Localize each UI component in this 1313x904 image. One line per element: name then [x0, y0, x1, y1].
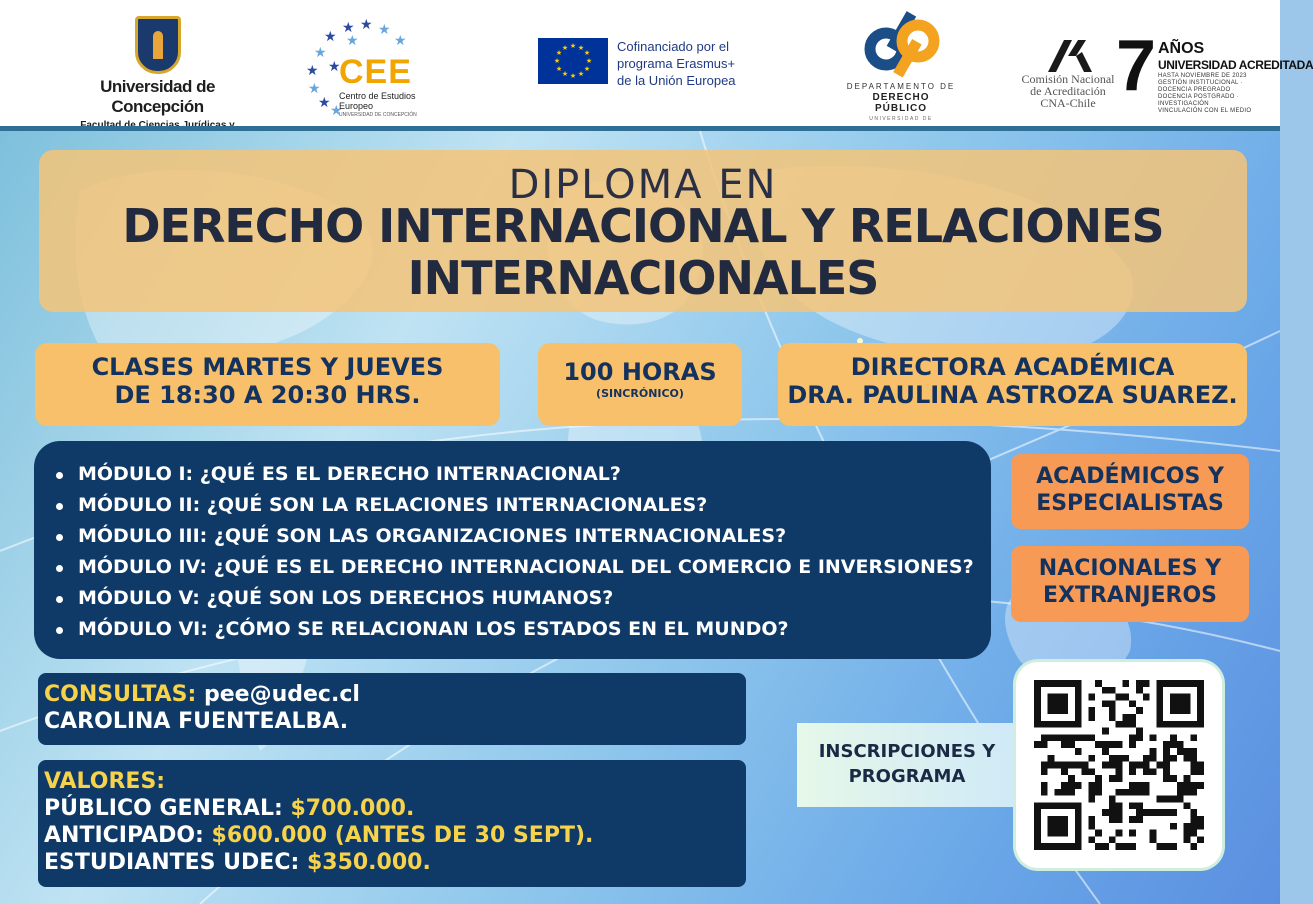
- cna-years: 7: [1116, 26, 1157, 106]
- title-prefix: DIPLOMA EN: [508, 162, 778, 208]
- cna-logo: [1018, 26, 1313, 116]
- star-icon: ★: [306, 62, 319, 78]
- eu-text-line2: programa Erasmus+: [617, 56, 736, 71]
- academics-tag: [1011, 454, 1249, 529]
- ddp-logo: [845, 5, 957, 122]
- nationals-tag: [1011, 546, 1249, 622]
- star-icon: ★: [378, 21, 391, 37]
- star-icon: ★: [346, 32, 359, 48]
- director-title: DIRECTORA ACADÉMICA: [850, 353, 1175, 381]
- modules-list: [72, 459, 991, 645]
- cna-areas1: GESTIÓN INSTITUCIONAL · DOCENCIA PREGRADO: [1158, 80, 1243, 93]
- cna-line1: Comisión Nacional: [1021, 72, 1115, 86]
- schedule-days: CLASES MARTES Y JUEVES: [91, 353, 444, 381]
- list-item: MÓDULO I: ¿QUÉ ES EL DERECHO INTERNACIONAL?: [72, 459, 991, 490]
- price-early-label: ANTICIPADO:: [44, 823, 204, 848]
- nationals-tag-line1: NACIONALES Y: [1038, 556, 1222, 581]
- cna-accredited: UNIVERSIDAD ACREDITADA: [1158, 58, 1313, 72]
- director-name: DRA. PAULINA ASTROZA SUAREZ.: [787, 381, 1238, 409]
- price-early-value: $600.000 (ANTES DE 30 SEPT).: [211, 823, 594, 848]
- svg-text:★: ★: [561, 70, 569, 78]
- svg-text:★: ★: [555, 65, 563, 73]
- eu-flag-icon: [538, 38, 608, 84]
- udec-name: Universidad de Concepción: [100, 77, 215, 116]
- qr-code-icon: [1034, 680, 1204, 850]
- title-banner: [39, 150, 1247, 312]
- registration-label: [797, 723, 1017, 807]
- star-icon: ★: [318, 94, 331, 110]
- header-bar: [0, 0, 1313, 126]
- star-icon: ★: [324, 28, 337, 44]
- svg-text:★: ★: [583, 65, 591, 73]
- contact-name: CAROLINA FUENTEALBA.: [44, 709, 349, 734]
- ddp-line1: DEPARTAMENTO DE: [846, 82, 956, 91]
- price-students-value: $350.000.: [306, 850, 431, 875]
- cee-logo: [302, 15, 432, 118]
- registration-line1: INSCRIPCIONES Y: [818, 741, 996, 762]
- svg-text:★: ★: [553, 57, 561, 65]
- star-icon: ★: [360, 16, 373, 32]
- eu-text-line1: Cofinanciado por el: [617, 39, 730, 54]
- price-students-label: ESTUDIANTES UDEC:: [44, 850, 300, 875]
- director-box: [778, 343, 1247, 426]
- list-item: MÓDULO II: ¿QUÉ SON LA RELACIONES INTERNACIONALES?: [72, 490, 991, 521]
- star-icon: ★: [330, 102, 343, 118]
- udec-shield-icon: [135, 16, 181, 74]
- price-general-value: $700.000.: [290, 796, 415, 821]
- cna-areas2: DOCENCIA POSTGRADO · INVESTIGACIÓN: [1158, 94, 1240, 107]
- star-icon: ★: [308, 80, 321, 96]
- ddp-line2: DERECHO PÚBLICO: [872, 92, 930, 114]
- star-icon: ★: [328, 58, 341, 74]
- academics-tag-line2: ESPECIALISTAS: [1036, 491, 1224, 516]
- svg-text:★: ★: [577, 44, 585, 52]
- svg-text:★: ★: [577, 70, 585, 78]
- contact-label: CONSULTAS:: [44, 682, 197, 707]
- cna-line2: de Acreditación: [1030, 84, 1106, 98]
- academics-tag-line1: ACADÉMICOS Y: [1036, 464, 1224, 489]
- star-icon: ★: [394, 32, 407, 48]
- eu-erasmus-logo: [538, 38, 768, 88]
- cee-name: Centro de Estudios Europeo: [339, 91, 416, 111]
- svg-text:★: ★: [555, 49, 563, 57]
- hours-mode: (SINCRÓNICO): [596, 387, 684, 400]
- list-item: MÓDULO IV: ¿QUÉ ES EL DERECHO INTERNACIONAL DEL COMERCIO E INVERSIONES?: [72, 552, 991, 583]
- cna-until: HASTA NOVIEMBRE DE 2023: [1158, 73, 1247, 79]
- registration-qr-code[interactable]: [1016, 662, 1222, 868]
- list-item: MÓDULO V: ¿QUÉ SON LOS DERECHOS HUMANOS?: [72, 583, 991, 614]
- schedule-time: DE 18:30 A 20:30 HRS.: [114, 381, 421, 409]
- eu-text-line3: de la Unión Europea: [617, 73, 736, 88]
- prices-label: VALORES:: [44, 769, 166, 794]
- ddp-mark-icon: [856, 5, 946, 81]
- star-icon: ★: [342, 19, 355, 35]
- svg-text:★: ★: [569, 72, 577, 80]
- schedule-box: [35, 343, 500, 426]
- svg-text:★: ★: [561, 44, 569, 52]
- hours-count: 100 HORAS: [563, 358, 717, 386]
- svg-text:★: ★: [569, 42, 577, 50]
- cna-mark-icon: [1042, 36, 1102, 76]
- svg-text:★: ★: [583, 49, 591, 57]
- ddp-line3: UNIVERSIDAD DE: [869, 116, 933, 122]
- modules-panel: [34, 441, 991, 659]
- title-line1: DERECHO INTERNACIONAL Y RELACIONES: [122, 199, 1164, 253]
- svg-text:★: ★: [585, 57, 593, 65]
- nationals-tag-line2: EXTRANJEROS: [1042, 583, 1218, 608]
- cee-acronym: CEE: [339, 53, 412, 91]
- list-item: MÓDULO VI: ¿CÓMO SE RELACIONAN LOS ESTADOS EN EL MUNDO?: [72, 614, 991, 645]
- hours-box: [538, 343, 742, 426]
- udec-logo: [60, 16, 255, 116]
- cna-line3: CNA-Chile: [1040, 96, 1096, 110]
- cna-areas3: VINCULACIÓN CON EL MEDIO: [1158, 108, 1252, 114]
- contact-email-link[interactable]: pee@udec.cl: [204, 682, 360, 707]
- star-icon: ★: [314, 44, 327, 60]
- list-item: MÓDULO III: ¿QUÉ SON LAS ORGANIZACIONES INTERNACIONALES?: [72, 521, 991, 552]
- title-line2: INTERNACIONALES: [407, 251, 879, 305]
- cna-anos: AÑOS: [1158, 40, 1205, 57]
- page-title: [39, 200, 1247, 304]
- price-general-label: PÚBLICO GENERAL:: [44, 796, 283, 821]
- contact-box: [38, 673, 746, 745]
- registration-line2: PROGRAMA: [848, 766, 966, 787]
- prices-box: [38, 760, 746, 887]
- cee-university: UNIVERSIDAD DE CONCEPCIÓN: [339, 112, 417, 118]
